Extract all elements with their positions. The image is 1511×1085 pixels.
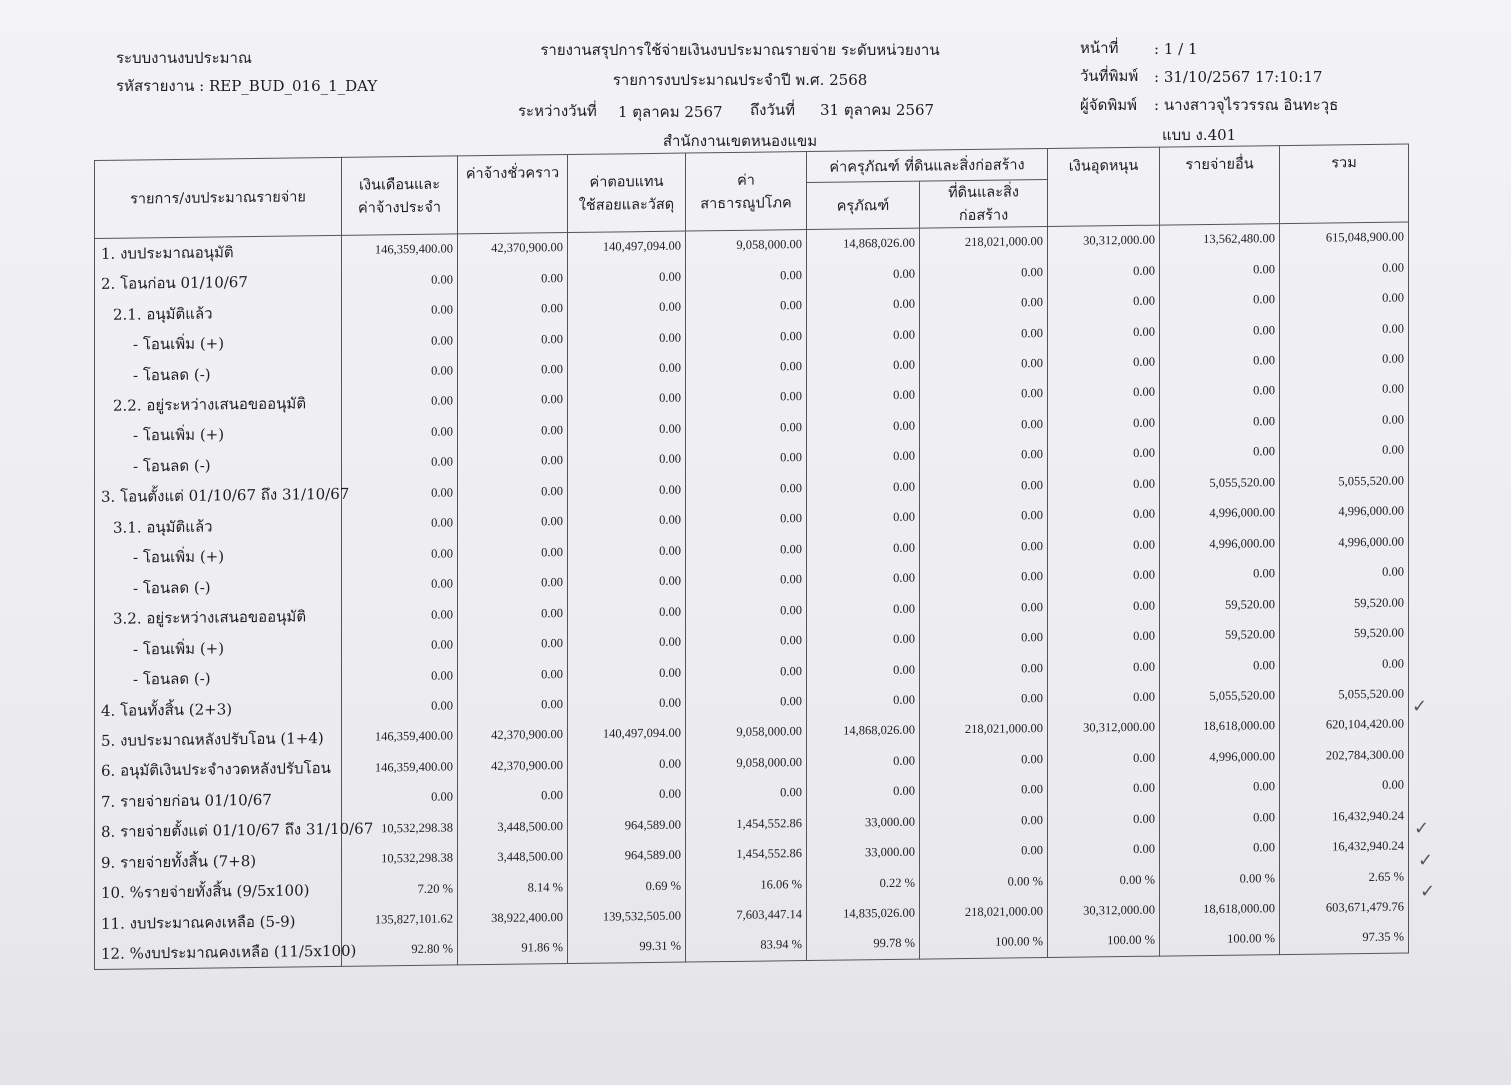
cell-value: 135,827,101.62 <box>342 904 458 936</box>
cell-value: 0.00 <box>1280 435 1409 467</box>
cell-value: 0.00 <box>1048 469 1160 501</box>
row-label: 2.1. อนุมัติแล้ว <box>95 296 342 330</box>
cell-value: 14,868,026.00 <box>807 715 920 747</box>
cell-value: 0.00 <box>807 624 920 656</box>
cell-value: 0.00 <box>1048 286 1160 318</box>
cell-value: 83.94 % <box>686 930 807 962</box>
cell-value: 0.00 <box>1048 499 1160 531</box>
cell-value: 3,448,500.00 <box>458 842 568 874</box>
cell-value: 0.00 <box>807 441 920 473</box>
cell-value: 92.80 % <box>342 934 458 966</box>
cell-value: 0.00 <box>920 348 1048 380</box>
cell-value: 0.00 <box>458 415 568 447</box>
cell-value: 0.00 <box>1048 256 1160 288</box>
col-header-item: รายการ/งบประมาณรายจ่าย <box>95 157 342 238</box>
cell-value: 0.00 <box>458 628 568 660</box>
row-label: 4. โอนทั้งสิ้น (2+3) <box>95 692 342 726</box>
cell-value: 0.00 <box>568 688 686 720</box>
cell-value: 42,370,900.00 <box>458 233 568 265</box>
cell-value: 30,312,000.00 <box>1048 895 1160 927</box>
cell-value: 0.00 <box>920 622 1048 654</box>
cell-value: 0.00 <box>920 318 1048 350</box>
cell-value: 59,520.00 <box>1160 589 1280 621</box>
cell-value: 0.00 <box>920 744 1048 776</box>
cell-value: 0.00 <box>568 475 686 507</box>
cell-value: 0.00 <box>1048 834 1160 866</box>
cell-value: 0.00 <box>342 508 458 540</box>
cell-value: 0.00 <box>458 598 568 630</box>
cell-value: 0.00 % <box>1160 863 1280 895</box>
cell-value: 0.00 <box>686 656 807 688</box>
cell-value: 0.00 <box>1048 651 1160 683</box>
cell-value: 14,835,026.00 <box>807 898 920 930</box>
cell-value: 0.00 <box>458 476 568 508</box>
cell-value: 0.00 <box>458 324 568 356</box>
cell-value: 0.00 <box>920 805 1048 837</box>
cell-value: 0.00 <box>458 781 568 813</box>
col-header-utilities: ค่า สาธารณูปโภค <box>686 152 807 232</box>
office-name: สำนักงานเขตหนองแขม <box>662 132 818 150</box>
cell-value: 0.00 <box>807 502 920 534</box>
cell-value: 0.00 <box>568 353 686 385</box>
printer-value: : นางสาวจุไรวรรณ อินทะวุธ <box>1154 96 1339 114</box>
cell-value: 0.00 <box>1048 438 1160 470</box>
row-label: - โอนเพิ่ม (+) <box>95 327 342 361</box>
cell-value: 0.00 <box>807 350 920 382</box>
row-label: 6. อนุมัติเงินประจำงวดหลังปรับโอน <box>95 753 342 787</box>
printer-label: ผู้จัดพิมพ์ <box>1080 96 1137 114</box>
cell-value: 0.00 <box>686 290 807 322</box>
budget-summary-table <box>94 143 1409 970</box>
cell-value: 146,359,400.00 <box>342 752 458 784</box>
cell-value: 615,048,900.00 <box>1280 222 1409 254</box>
cell-value: 18,618,000.00 <box>1160 894 1280 926</box>
print-date-label: วันที่พิมพ์ <box>1080 67 1139 85</box>
cell-value: 0.00 <box>342 325 458 357</box>
cell-value: 0.00 <box>1048 804 1160 836</box>
cell-value: 4,996,000.00 <box>1160 741 1280 773</box>
page-label: หน้าที่ <box>1080 39 1119 57</box>
checkmark-row-11: ✓ <box>1420 881 1436 902</box>
cell-value: 0.00 <box>1160 650 1280 682</box>
cell-value: 0.00 <box>920 531 1048 563</box>
col-header-equipment: ครุภัณฑ์ <box>807 181 920 229</box>
cell-value: 0.00 <box>807 563 920 595</box>
cell-value: 0.00 <box>1160 833 1280 865</box>
cell-value: 0.00 <box>1160 772 1280 804</box>
cell-value: 0.00 <box>568 597 686 629</box>
row-label: 2. โอนก่อน 01/10/67 <box>95 266 342 300</box>
cell-value: 0.00 <box>686 686 807 718</box>
cell-value: 0.00 <box>458 263 568 295</box>
system-name: ระบบงานงบประมาณ <box>116 49 252 67</box>
cell-value: 964,589.00 <box>568 810 686 842</box>
row-label: 3. โอนตั้งแต่ 01/10/67 ถึง 31/10/67 <box>95 479 342 513</box>
col-header-temp-wage: ค่าจ้างชั่วคราว <box>458 155 568 234</box>
row-label: - โอนเพิ่ม (+) <box>95 631 342 665</box>
page-value: : 1 / 1 <box>1154 40 1198 58</box>
checkmark-row-8: ✓ <box>1414 818 1430 839</box>
cell-value: 0.00 <box>342 295 458 327</box>
cell-value: 3,448,500.00 <box>458 811 568 843</box>
cell-value: 0.00 <box>1048 773 1160 805</box>
cell-value: 1,454,552.86 <box>686 839 807 871</box>
cell-value: 0.00 <box>807 411 920 443</box>
cell-value: 0.00 <box>342 386 458 418</box>
cell-value: 0.00 <box>1048 621 1160 653</box>
cell-value: 0.00 <box>1048 743 1160 775</box>
row-label: 8. รายจ่ายตั้งแต่ 01/10/67 ถึง 31/10/67 <box>95 814 342 848</box>
cell-value: 16.06 % <box>686 869 807 901</box>
row-label: 9. รายจ่ายทั้งสิ้น (7+8) <box>95 844 342 878</box>
cell-value: 16,432,940.24 <box>1280 831 1409 863</box>
cell-value: 620,104,420.00 <box>1280 709 1409 741</box>
cell-value: 0.00 <box>807 472 920 504</box>
cell-value: 0.00 <box>686 595 807 627</box>
cell-value: 18,618,000.00 <box>1160 711 1280 743</box>
report-code: รหัสรายงาน : REP_BUD_016_1_DAY <box>116 77 378 95</box>
cell-value: 0.00 <box>1160 315 1280 347</box>
row-label: 11. งบประมาณคงเหลือ (5-9) <box>95 905 342 939</box>
cell-value: 59,520.00 <box>1280 618 1409 650</box>
cell-value: 7.20 % <box>342 873 458 905</box>
cell-value: 0.00 <box>920 257 1048 289</box>
cell-value: 5,055,520.00 <box>1160 467 1280 499</box>
cell-value: 0.00 <box>1048 560 1160 592</box>
row-label: - โอนลด (-) <box>95 570 342 604</box>
cell-value: 0.00 <box>458 446 568 478</box>
cell-value: 14,868,026.00 <box>807 228 920 260</box>
cell-value: 0.00 <box>920 501 1048 533</box>
cell-value: 0.00 <box>1048 347 1160 379</box>
cell-value: 0.00 <box>1280 770 1409 802</box>
cell-value: 91.86 % <box>458 933 568 965</box>
cell-value: 0.00 <box>686 382 807 414</box>
col-header-other: รายจ่ายอื่น <box>1160 146 1280 226</box>
cell-value: 0.00 <box>458 689 568 721</box>
cell-value: 964,589.00 <box>568 840 686 872</box>
cell-value: 0.00 <box>686 778 807 810</box>
period-to-label: ถึงวันที่ <box>750 101 795 119</box>
cell-value: 0.00 <box>920 440 1048 472</box>
form-code: แบบ ง.401 <box>1162 126 1237 144</box>
cell-value: 0.00 <box>568 262 686 294</box>
cell-value: 13,562,480.00 <box>1160 224 1280 256</box>
row-label: 5. งบประมาณหลังปรับโอน (1+4) <box>95 723 342 757</box>
cell-value: 0.00 <box>1280 283 1409 315</box>
report-title: รายงานสรุปการใช้จ่ายเงินงบประมาณรายจ่าย ระดับหน่วยงาน <box>540 41 940 59</box>
cell-value: 0.00 <box>920 836 1048 868</box>
cell-value: 4,996,000.00 <box>1160 498 1280 530</box>
cell-value: 100.00 % <box>1048 926 1160 958</box>
cell-value: 0.00 <box>807 685 920 717</box>
cell-value: 99.78 % <box>807 929 920 961</box>
cell-value: 8.14 % <box>458 872 568 904</box>
cell-value: 97.35 % <box>1280 922 1409 954</box>
cell-value: 0.00 <box>807 380 920 412</box>
cell-value: 0.00 <box>1280 405 1409 437</box>
cell-value: 0.00 <box>1048 530 1160 562</box>
row-label: - โอนลด (-) <box>95 449 342 483</box>
cell-value: 0.00 <box>686 504 807 536</box>
row-label: 12. %งบประมาณคงเหลือ (11/5x100) <box>95 936 342 970</box>
cell-value: 0.22 % <box>807 868 920 900</box>
cell-value: 218,021,000.00 <box>920 714 1048 746</box>
cell-value: 0.00 <box>568 292 686 324</box>
row-label: - โอนเพิ่ม (+) <box>95 418 342 452</box>
cell-value: 146,359,400.00 <box>342 234 458 266</box>
cell-value: 42,370,900.00 <box>458 720 568 752</box>
row-label: - โอนเพิ่ม (+) <box>95 540 342 574</box>
cell-value: 0.00 <box>1048 316 1160 348</box>
cell-value: 38,922,400.00 <box>458 903 568 935</box>
cell-value: 0.00 <box>458 507 568 539</box>
row-label: 1. งบประมาณอนุมัติ <box>95 235 342 269</box>
row-label: - โอนลด (-) <box>95 357 342 391</box>
cell-value: 0.00 <box>686 412 807 444</box>
cell-value: 140,497,094.00 <box>568 231 686 263</box>
cell-value: 0.00 <box>686 473 807 505</box>
cell-value: 0.00 <box>920 592 1048 624</box>
checkmark-row-5: ✓ <box>1412 696 1428 717</box>
checkmark-row-10: ✓ <box>1418 850 1434 871</box>
cell-value: 0.00 <box>342 599 458 631</box>
cell-value: 0.00 <box>920 470 1048 502</box>
cell-value: 30,312,000.00 <box>1048 225 1160 257</box>
row-label: 7. รายจ่ายก่อน 01/10/67 <box>95 784 342 818</box>
cell-value: 0.00 <box>1160 559 1280 591</box>
cell-value: 1,454,552.86 <box>686 808 807 840</box>
cell-value: 0.00 <box>458 568 568 600</box>
cell-value: 0.00 <box>342 447 458 479</box>
col-header-subsidy: เงินอุดหนุน <box>1048 147 1160 226</box>
cell-value: 99.31 % <box>568 931 686 963</box>
cell-value: 0.00 % <box>920 866 1048 898</box>
cell-value: 33,000.00 <box>807 837 920 869</box>
cell-value: 4,996,000.00 <box>1160 528 1280 560</box>
cell-value: 59,520.00 <box>1280 587 1409 619</box>
cell-value: 0.00 <box>807 533 920 565</box>
cell-value: 4,996,000.00 <box>1280 527 1409 559</box>
cell-value: 100.00 % <box>1160 924 1280 956</box>
period-to: 31 ตุลาคม 2567 <box>820 101 935 119</box>
cell-value: 0.00 <box>686 321 807 353</box>
cell-value: 5,055,520.00 <box>1280 679 1409 711</box>
cell-value: 0.00 <box>568 566 686 598</box>
cell-value: 0.00 <box>1160 254 1280 286</box>
cell-value: 59,520.00 <box>1160 619 1280 651</box>
cell-value: 0.00 <box>807 259 920 291</box>
cell-value: 0.00 <box>1280 374 1409 406</box>
col-header-total: รวม <box>1280 144 1409 224</box>
cell-value: 0.00 <box>342 660 458 692</box>
cell-value: 0.00 <box>458 293 568 325</box>
cell-value: 16,432,940.24 <box>1280 801 1409 833</box>
table-body <box>95 222 1409 970</box>
cell-value: 100.00 % <box>920 927 1048 959</box>
cell-value: 0.00 <box>458 537 568 569</box>
cell-value: 4,996,000.00 <box>1280 496 1409 528</box>
cell-value: 0.00 <box>1160 285 1280 317</box>
cell-value: 0.00 <box>807 654 920 686</box>
cell-value: 0.00 <box>807 594 920 626</box>
cell-value: 0.00 <box>686 351 807 383</box>
cell-value: 0.00 <box>686 625 807 657</box>
cell-value: 0.00 <box>568 383 686 415</box>
col-header-compensation: ค่าตอบแทน ใช้สอยและวัสดุ <box>568 153 686 232</box>
cell-value: 33,000.00 <box>807 807 920 839</box>
cell-value: 0.00 <box>686 565 807 597</box>
cell-value: 218,021,000.00 <box>920 896 1048 928</box>
period-from: 1 ตุลาคม 2567 <box>618 103 723 121</box>
row-label: 3.1. อนุมัติแล้ว <box>95 509 342 543</box>
cell-value: 0.00 <box>920 409 1048 441</box>
cell-value: 0.00 <box>686 260 807 292</box>
cell-value: 0.00 <box>807 776 920 808</box>
print-date-value: : 31/10/2567 17:10:17 <box>1154 68 1323 86</box>
period-label: ระหว่างวันที่ <box>518 102 597 120</box>
cell-value: 5,055,520.00 <box>1280 466 1409 498</box>
cell-value: 0.00 <box>1048 682 1160 714</box>
cell-value: 0.00 <box>920 287 1048 319</box>
cell-value: 0.00 <box>568 536 686 568</box>
cell-value: 0.00 <box>568 505 686 537</box>
cell-value: 0.00 <box>342 356 458 388</box>
cell-value: 0.00 <box>458 659 568 691</box>
cell-value: 0.00 <box>1160 437 1280 469</box>
cell-value: 0.00 <box>1048 408 1160 440</box>
cell-value: 0.00 <box>458 354 568 386</box>
col-header-equipment-group: ค่าครุภัณฑ์ ที่ดินและสิ่งก่อสร้าง <box>807 149 1048 183</box>
cell-value: 146,359,400.00 <box>342 721 458 753</box>
cell-value: 139,532,505.00 <box>568 901 686 933</box>
cell-value: 0.00 <box>342 478 458 510</box>
cell-value: 0.00 <box>342 264 458 296</box>
cell-value: 0.00 <box>342 630 458 662</box>
cell-value: 5,055,520.00 <box>1160 680 1280 712</box>
cell-value: 0.00 <box>1280 313 1409 345</box>
cell-value: 0.00 <box>1280 648 1409 680</box>
cell-value: 0.00 <box>686 443 807 475</box>
row-label: 3.2. อยู่ระหว่างเสนอขออนุมัติ <box>95 601 342 635</box>
cell-value: 10,532,298.38 <box>342 843 458 875</box>
cell-value: 0.69 % <box>568 871 686 903</box>
cell-value: 140,497,094.00 <box>568 718 686 750</box>
col-header-salary: เงินเดือนและ ค่าจ้างประจำ <box>342 156 458 235</box>
cell-value: 0.00 <box>342 691 458 723</box>
cell-value: 603,671,479.76 <box>1280 892 1409 924</box>
cell-value: 0.00 <box>807 746 920 778</box>
cell-value: 0.00 <box>920 683 1048 715</box>
cell-value: 0.00 <box>1048 377 1160 409</box>
cell-value: 0.00 <box>568 749 686 781</box>
cell-value: 0.00 <box>342 569 458 601</box>
cell-value: 0.00 <box>1160 802 1280 834</box>
cell-value: 0.00 <box>807 289 920 321</box>
cell-value: 202,784,300.00 <box>1280 740 1409 772</box>
report-subtitle: รายการงบประมาณประจำปี พ.ศ. 2568 <box>612 71 868 89</box>
cell-value: 30,312,000.00 <box>1048 712 1160 744</box>
cell-value: 0.00 <box>1160 376 1280 408</box>
cell-value: 0.00 <box>342 417 458 449</box>
cell-value: 0.00 <box>920 775 1048 807</box>
cell-value: 0.00 <box>807 319 920 351</box>
cell-value: 42,370,900.00 <box>458 750 568 782</box>
cell-value: 0.00 <box>1280 557 1409 589</box>
cell-value: 0.00 <box>568 657 686 689</box>
row-label: - โอนลด (-) <box>95 662 342 696</box>
cell-value: 0.00 <box>920 562 1048 594</box>
cell-value: 0.00 <box>686 534 807 566</box>
cell-value: 0.00 <box>568 322 686 354</box>
row-label: 2.2. อยู่ระหว่างเสนอขออนุมัติ <box>95 388 342 422</box>
cell-value: 0.00 <box>568 779 686 811</box>
cell-value: 9,058,000.00 <box>686 747 807 779</box>
cell-value: 0.00 <box>920 653 1048 685</box>
cell-value: 7,603,447.14 <box>686 900 807 932</box>
cell-value: 0.00 <box>1160 345 1280 377</box>
cell-value: 9,058,000.00 <box>686 717 807 749</box>
cell-value: 10,532,298.38 <box>342 813 458 845</box>
cell-value: 0.00 <box>1280 252 1409 284</box>
cell-value: 0.00 <box>342 782 458 814</box>
cell-value: 0.00 <box>1160 406 1280 438</box>
cell-value: 218,021,000.00 <box>920 227 1048 259</box>
cell-value: 0.00 <box>458 385 568 417</box>
cell-value: 0.00 <box>920 379 1048 411</box>
cell-value: 0.00 <box>568 414 686 446</box>
cell-value: 0.00 <box>568 444 686 476</box>
cell-value: 0.00 <box>342 538 458 570</box>
col-header-land-buildings: ที่ดินและสิ่งก่อสร้าง <box>920 180 1048 229</box>
cell-value: 0.00 <box>568 627 686 659</box>
cell-value: 0.00 <box>1280 344 1409 376</box>
cell-value: 0.00 % <box>1048 865 1160 897</box>
cell-value: 2.65 % <box>1280 861 1409 893</box>
cell-value: 0.00 <box>1048 591 1160 623</box>
cell-value: 9,058,000.00 <box>686 230 807 262</box>
row-label: 10. %รายจ่ายทั้งสิ้น (9/5x100) <box>95 875 342 909</box>
